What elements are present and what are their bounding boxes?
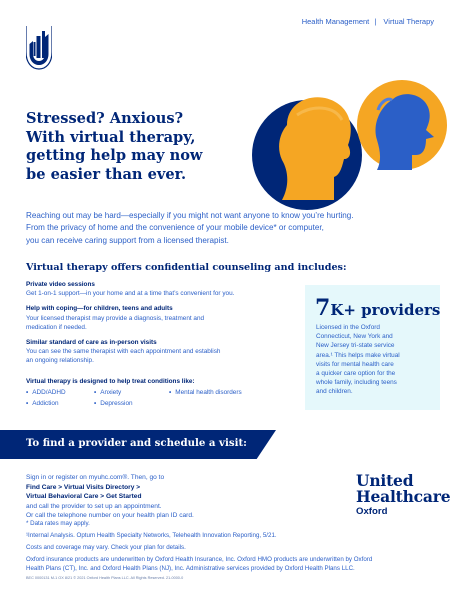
intro-line: Reaching out may be hard—especially if you might not want anyone to know you’re hurting. [26, 211, 354, 220]
condition-label: Depression [100, 400, 133, 407]
service-title: Private video sessions [26, 281, 95, 288]
service-desc: Your licensed therapist may provide a diagnosis, treatment and [26, 314, 205, 322]
footnote: Costs and coverage may vary. Check your plan for details. [26, 544, 186, 551]
intro-line: you can receive caring support from a licensed therapist. [26, 235, 229, 245]
nav-virtual-therapy[interactable]: Virtual Therapy [383, 17, 434, 26]
intro-paragraph [26, 210, 446, 247]
hero-illustration [242, 75, 452, 215]
conditions-title: Virtual therapy is designed to help treat conditions like: [26, 378, 195, 385]
services-list [26, 280, 288, 372]
stat-desc-line: Connecticut, New York and [316, 333, 393, 341]
headline-line: be easier than ever. [26, 165, 187, 183]
cta-text: Sign in or register on myuhc.com®. Then, go to [26, 474, 165, 481]
service-title: Similar standard of care as in-person visits [26, 339, 157, 347]
legal-code: BEC 0000131 M-1 OX 8/21 © 2021 Oxford Health Plans LLC. All Rights Reserved. 21-0000-0 [26, 576, 184, 580]
service-item [26, 304, 288, 332]
main-headline [26, 110, 236, 184]
cta-line: Or call the telephone number on your health plan ID card. [26, 512, 194, 520]
brand-line: United [356, 471, 414, 490]
top-navigation [302, 17, 434, 26]
brand-oxford: Oxford [356, 506, 388, 517]
condition-label: ADD/ADHD [32, 389, 66, 396]
bullet-icon: • [26, 400, 29, 407]
cta-instructions [26, 473, 326, 521]
condition-item [26, 389, 66, 396]
stat-desc-line: area.¹ This helps make virtual [316, 351, 400, 359]
service-item [26, 280, 288, 298]
headline-line: getting help may now [26, 147, 203, 164]
service-desc: You can see the same therapist with each appointment and establish [26, 348, 221, 356]
service-desc: an ongoing relationship. [26, 357, 94, 365]
stat-desc-line: visits for mental health care [316, 360, 394, 368]
stat-desc-line: whole family, including teens [316, 379, 397, 387]
bullet-icon: • [94, 389, 97, 396]
footnote: Oxford insurance products are underwritten by Oxford Health Insurance, Inc. Oxford HMO products are underwritten by Oxford [26, 556, 373, 563]
headline-line: Stressed? Anxious? [26, 110, 184, 127]
service-desc: medication if needed. [26, 323, 87, 331]
condition-label: Anxiety [100, 389, 122, 396]
brand-line: Healthcare [356, 486, 451, 506]
intro-line: From the privacy of home and the convenience of your mobile device* or computer, [26, 223, 324, 233]
nav-separator: | [374, 17, 377, 26]
providers-stat-description [316, 323, 436, 397]
stat-desc-line: and children. [316, 388, 353, 396]
stat-desc-line: Licensed in the Oxford [316, 324, 380, 331]
footnote: * Data rates may apply. [26, 520, 90, 527]
bullet-icon: • [169, 389, 172, 396]
providers-stat-box [305, 285, 440, 410]
headline-line: With virtual therapy, [26, 128, 196, 146]
condition-item [169, 389, 242, 396]
service-desc: Get 1-on-1 support—in your home and at a time that’s convenient for you. [26, 290, 235, 298]
providers-stat-number [315, 295, 440, 321]
unitedhealthcare-oxford-wordmark [356, 473, 450, 517]
section-title: Virtual therapy offers confidential counseling and includes: [26, 262, 347, 273]
stat-desc-line: New Jersey tri-state service [316, 342, 395, 350]
stat-number: 7 [315, 295, 331, 321]
service-title: Help with coping—for children, teens and adults [26, 305, 173, 313]
service-item [26, 338, 288, 366]
cta-link-find-care[interactable]: Find Care > Virtual Visits Directory > [26, 483, 141, 491]
condition-item [26, 400, 59, 407]
condition-label: Mental health disorders [175, 389, 242, 396]
cta-banner-title: To find a provider and schedule a visit: [26, 437, 247, 449]
nav-health-management[interactable]: Health Management [301, 17, 370, 26]
cta-line [26, 473, 326, 492]
bullet-icon: • [26, 389, 29, 396]
cta-link-behavioral-care[interactable]: Virtual Behavioral Care > Get Started [26, 493, 142, 501]
cta-line [26, 492, 326, 511]
condition-label: Addiction [32, 400, 59, 407]
stat-suffix: K+ providers [330, 301, 441, 319]
condition-item [94, 389, 121, 396]
stat-desc-line: a quicker care option for the [316, 370, 396, 378]
condition-item [94, 400, 133, 407]
bullet-icon: • [94, 400, 97, 407]
cta-text: and call the provider to set up an appointment. [26, 502, 162, 510]
unitedhealthcare-logo-icon [26, 24, 52, 70]
footnote: ¹Internal Analysis. Optum Health Specialty Networks, Telehealth Innovation Reporting, 5/21. [26, 532, 277, 539]
footnote: Health Plans (CT), Inc. and Oxford Health Plans (NJ), Inc. Administrative services provided by Oxford Health Plans LLC. [26, 565, 355, 572]
